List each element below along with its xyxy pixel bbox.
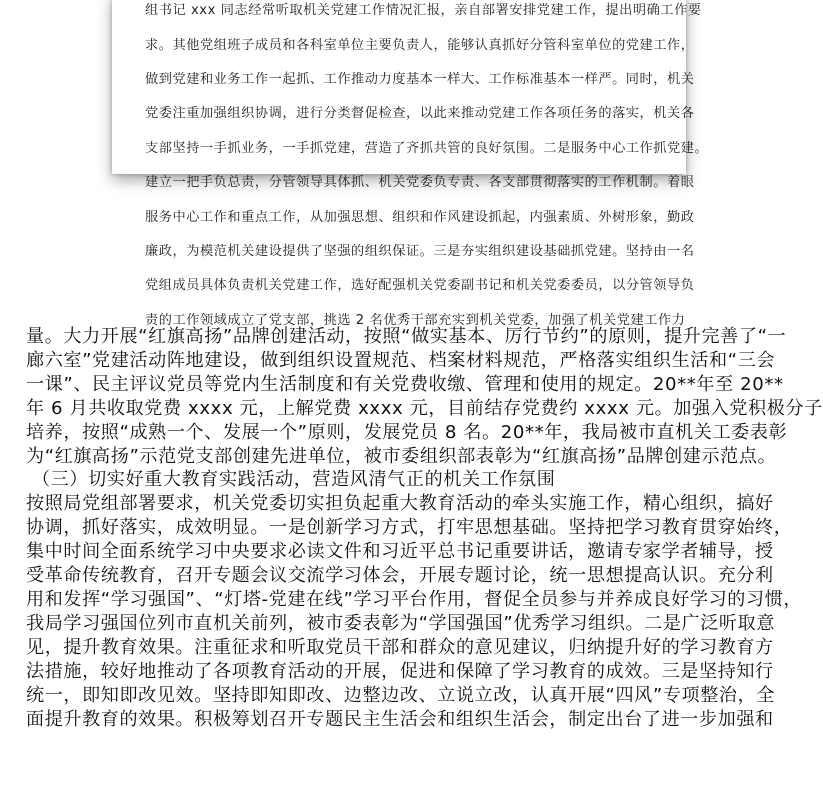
body-line: 量。大力开展“红旗高扬”品牌创建活动，按照“做实基本、厉行节约”的原则，提升完善了“一 bbox=[26, 326, 787, 347]
document-body bbox=[26, 325, 823, 731]
body-line: 一课”、民主评议党员等党内生活制度和有关党费收缴、管理和使用的规定。20**年至 20** bbox=[26, 373, 784, 395]
preview-text-block bbox=[145, 0, 709, 346]
preview-line: 组书记 xxx 同志经常听取机关党建工作情况汇报，亲自部署安排党建工作，提出明确工作要 bbox=[145, 3, 702, 19]
body-line: 按照局党组部署要求，机关党委切实担负起重大教育活动的牵头实施工作，精心组织，搞好 bbox=[26, 493, 774, 515]
preview-line: 做到党建和业务工作一起抓、工作推动力度基本一样大、工作标准基本一样严。同时，机关 bbox=[145, 72, 695, 88]
body-line: 协调，抓好落实，成效明显。一是创新学习方式，打牢思想基础。坚持把学习教育贯穿始终， bbox=[26, 517, 793, 539]
section-heading: （三）切实好重大教育实践活动，营造风清气正的机关工作氛围 bbox=[32, 469, 556, 491]
preview-line: 建立一把手负总责，分管领导具体抓、机关党委负专责、各支部贯彻落实的工作机制。着眼 bbox=[145, 175, 695, 191]
preview-line: 党委注重加强组织协调，进行分类督促检查，以此来推动党建工作各项任务的落实，机关各 bbox=[145, 106, 695, 122]
body-line: 为“红旗高扬”示范党支部创建先进单位，被市委组织部表彰为“红旗高扬”品牌创建示范点。 bbox=[26, 445, 777, 467]
body-line: 受革命传统教育，召开专题会议交流学习体会，开展专题讨论，统一思想提高认识。充分利 bbox=[26, 565, 774, 587]
body-line: 见，提升教育效果。注重征求和听取党员干部和群众的意见建议，归纳提升好的学习教育方 bbox=[26, 636, 774, 658]
preview-line: 求。其他党组班子成员和各科室单位主要负责人，能够认真抓好分管科室单位的党建工作， bbox=[145, 37, 695, 53]
body-line: 统一，即知即改见效。坚持即知即改、边整边改、立说立改，认真开展“四风”专项整治，全 bbox=[26, 684, 776, 706]
body-line: 法措施，较好地推动了各项教育活动的开展，促进和保障了学习教育的成效。三是坚持知行 bbox=[26, 660, 774, 682]
preview-line: 党组成员具体负责机关党建工作，选好配强机关党委副书记和机关党委委员，以分管领导负 bbox=[145, 278, 695, 294]
preview-line: 服务中心工作和重点工作，从加强思想、组织和作风建设抓起，内强素质、外树形象，勤政 bbox=[145, 209, 695, 225]
body-line: 廊六室”党建活动阵地建设，做到组织设置规范、档案材料规范，严格落实组织生活和“三会 bbox=[26, 349, 776, 371]
body-line: 集中时间全面系统学习中央要求必读文件和习近平总书记重要讲话，邀请专家学者辅导，授 bbox=[26, 541, 774, 563]
document-preview-card bbox=[112, 0, 709, 328]
preview-line: 廉政，为模范机关建设提供了坚强的组织保证。三是夯实组织建设基础抓党建。坚持由一名 bbox=[145, 244, 695, 260]
body-line: 用和发挥“学习强国”、“灯塔-党建在线”学习平台作用，督促全员参与并养成良好学习的习惯， bbox=[26, 588, 803, 610]
body-line: 年 6 月共收取党费 xxxx 元，上解党费 xxxx 元，目前结存党费约 xxxx 元。加强入党积极分子 bbox=[26, 397, 823, 419]
body-line: 培养，按照“成熟一个、发展一个”原则，发展党员 8 名。20**年，我局被市直机关工委表彰 bbox=[26, 421, 788, 443]
preview-line: 责的工作领域成立了党支部，挑选 2 名优秀干部充实到机关党委，加强了机关党建工作力 bbox=[145, 312, 686, 328]
body-line: 我局学习强国位列市直机关前列，被市委表彰为“学国强国”优秀学习组织。二是广泛听取意 bbox=[26, 612, 776, 634]
body-line: 面提升教育的效果。积极筹划召开专题民主生活会和组织生活会，制定出台了进一步加强和 bbox=[26, 708, 774, 730]
preview-line: 支部坚持一手抓业务，一手抓党建，营造了齐抓共管的良好氛围。二是服务中心工作抓党建。 bbox=[145, 140, 709, 156]
